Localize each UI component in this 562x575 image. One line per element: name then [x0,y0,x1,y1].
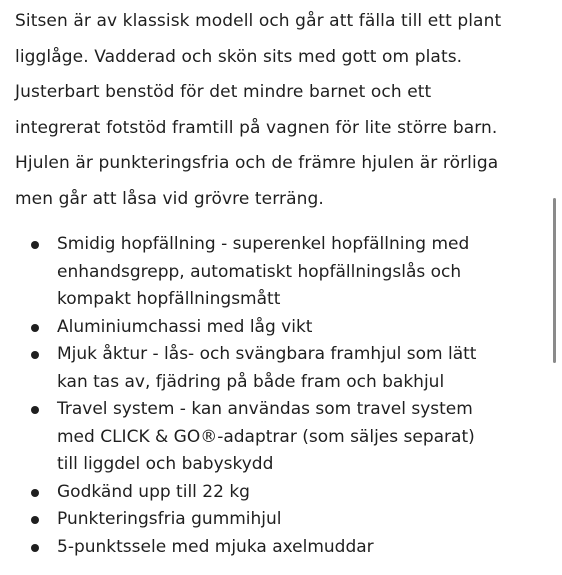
bullet-icon [31,324,39,332]
feature-item-folding [27,231,527,314]
feature-line: Aluminiumchassi med låg vikt [57,316,313,337]
feature-line: med CLICK & GO®-adaptrar (som säljes separat) [57,426,475,447]
feature-line: Smidig hopfällning - superenkel hopfällning med [57,234,470,254]
feature-item-travel-system [27,396,527,479]
description-line: Hjulen är punkteringsfria och de främre hjulen är rörliga [15,153,499,173]
feature-line: enhandsgrepp, automatiskt hopfällningslås och [57,261,462,282]
product-description [15,0,550,217]
bullet-icon [31,351,39,359]
feature-item-weight-limit [27,479,527,507]
vertical-scrollbar[interactable] [553,198,556,363]
description-line: men går att låsa vid grövre terräng. [15,188,324,209]
feature-line: till liggdel och babyskydd [57,454,274,474]
feature-line: kompakt hopfällningsmått [57,289,281,309]
feature-item-harness [27,534,527,562]
description-line: ligglåge. Vadderad och skön sits med gott om plats. [15,46,463,67]
feature-line: kan tas av, fjädring på både fram och bakhjul [57,371,445,392]
feature-line: Travel system - kan användas som travel system [57,399,473,419]
bullet-icon [31,516,39,524]
bullet-icon [31,489,39,497]
bullet-icon [31,406,39,414]
description-line: integrerat fotstöd framtill på vagnen för lite större barn. [15,117,498,138]
feature-line: Godkänd upp till 22 kg [57,481,250,502]
feature-list [27,231,527,561]
description-paragraph [15,0,550,217]
bullet-icon [31,544,39,552]
description-line: Sitsen är av klassisk modell och går att fälla till ett plant [15,11,502,31]
feature-item-chassis [27,314,527,342]
bullet-icon [31,241,39,249]
feature-item-ride [27,341,527,396]
feature-line: 5-punktssele med mjuka axelmuddar [57,536,374,557]
feature-line: Punkteringsfria gummihjul [57,509,282,529]
feature-line: Mjuk åktur - lås- och svängbara framhjul som lätt [57,344,477,364]
feature-item-wheels [27,506,527,534]
description-line: Justerbart benstöd för det mindre barnet och ett [15,82,432,102]
